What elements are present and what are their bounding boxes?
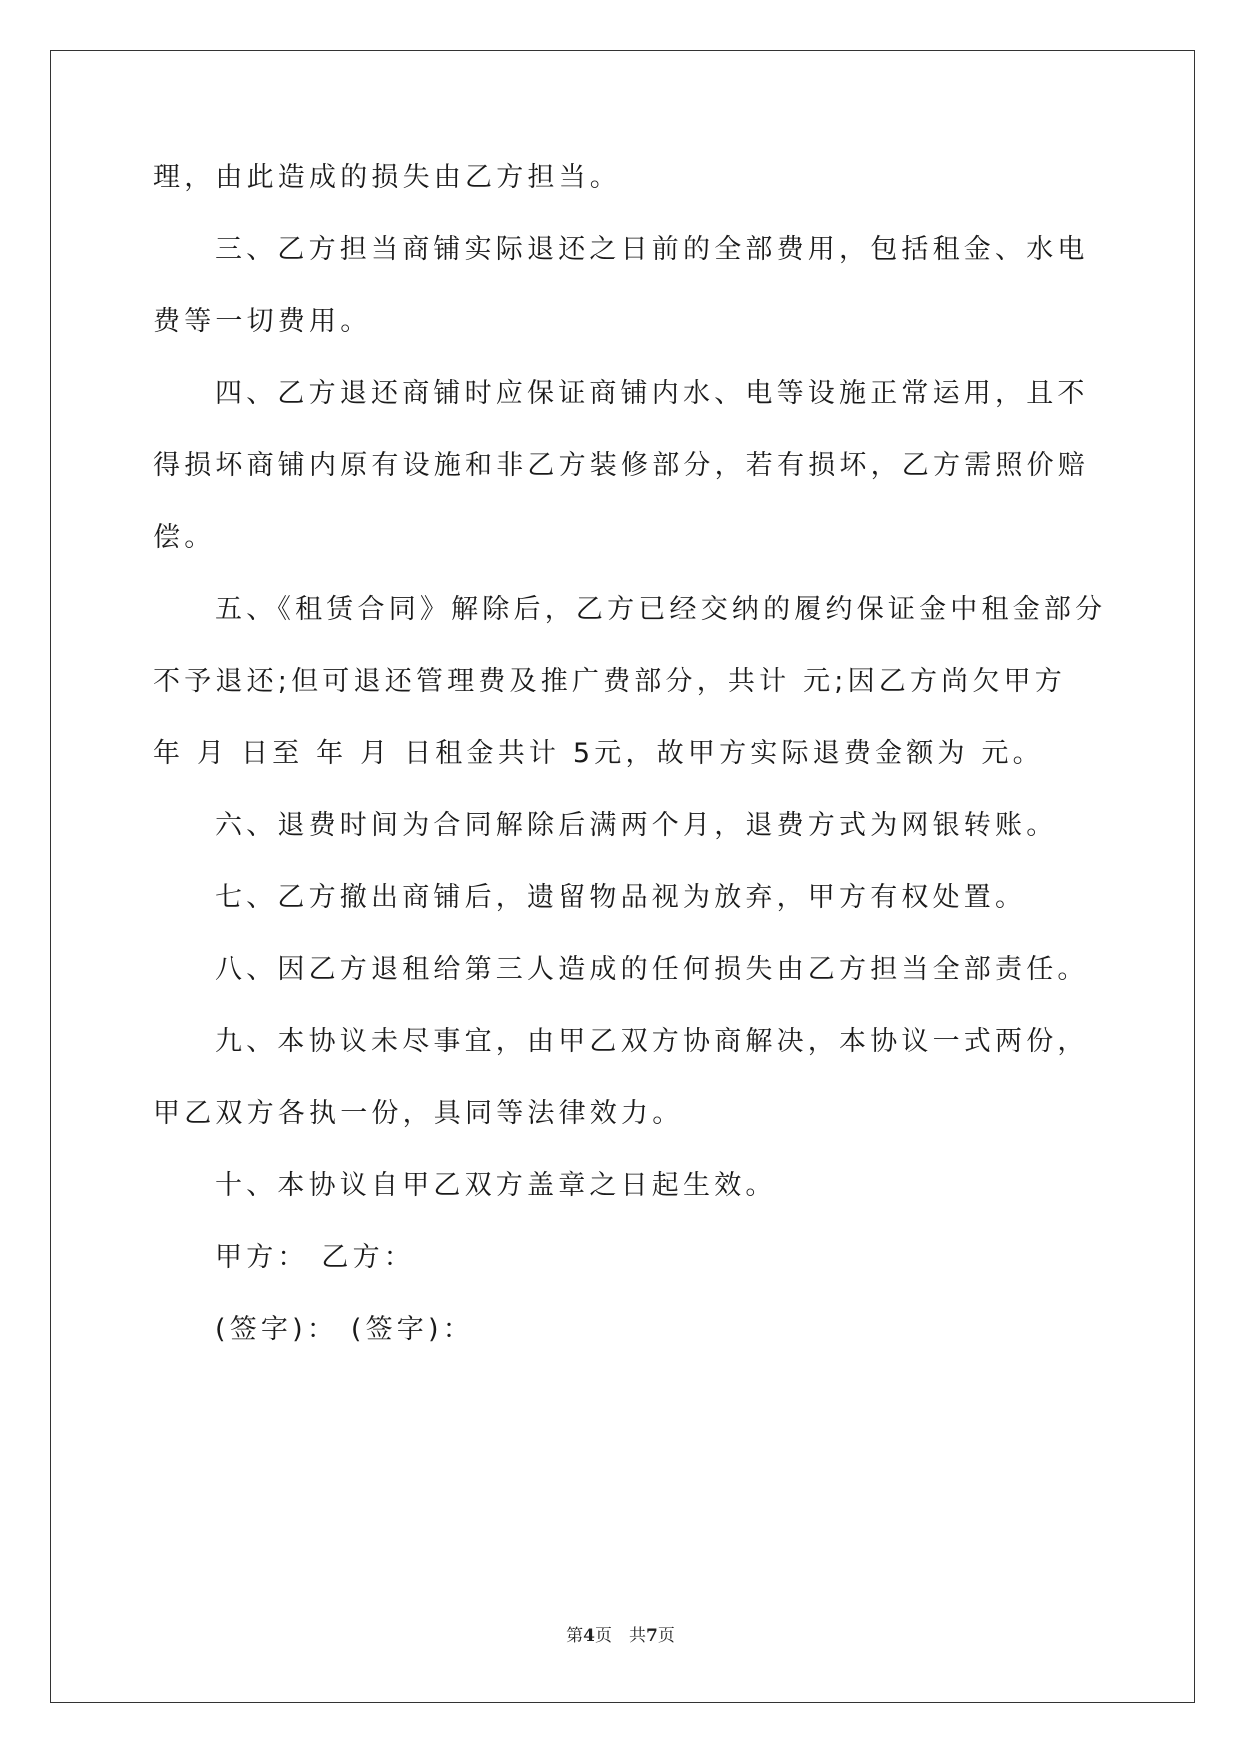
total-page-number: 7	[646, 1626, 658, 1646]
footer-suffix: 页	[657, 1626, 675, 1646]
text-line: 三、乙方担当商铺实际退还之日前的全部费用，包括租金、水电	[215, 234, 1089, 265]
text-line: 费等一切费用。	[153, 306, 372, 337]
current-page-number: 4	[583, 1626, 595, 1646]
page-border	[50, 50, 1195, 1703]
text-line: 偿。	[153, 522, 216, 553]
signature-sign-line: (签字)： (签字)：	[215, 1314, 474, 1345]
footer-middle: 页 共	[595, 1626, 646, 1646]
text-line: 不予退还;但可退还管理费及推广费部分，共计 元;因乙方尚欠甲方	[153, 666, 1066, 697]
text-line: 七、乙方撤出商铺后，遗留物品视为放弃，甲方有权处置。	[215, 882, 1027, 913]
text-line: 十、本协议自甲乙双方盖章之日起生效。	[215, 1170, 777, 1201]
text-line: 六、退费时间为合同解除后满两个月，退费方式为网银转账。	[215, 810, 1058, 841]
text-line: 八、因乙方退租给第三人造成的任何损失由乙方担当全部责任。	[215, 954, 1089, 985]
footer-prefix: 第	[566, 1626, 584, 1646]
signature-party-line: 甲方： 乙方：	[215, 1242, 415, 1273]
text-line: 五、《租赁合同》解除后，乙方已经交纳的履约保证金中租金部分	[215, 594, 1107, 625]
text-line: 甲乙双方各执一份，具同等法律效力。	[153, 1098, 684, 1129]
text-line: 得损坏商铺内原有设施和非乙方装修部分，若有损坏，乙方需照价赔	[153, 450, 1089, 481]
text-line: 四、乙方退还商铺时应保证商铺内水、电等设施正常运用，且不	[215, 378, 1089, 409]
text-line: 九、本协议未尽事宜，由甲乙双方协商解决，本协议一式两份，	[215, 1026, 1089, 1057]
text-line: 年 月 日至 年 月 日租金共计 5元，故甲方实际退费金额为 元。	[153, 738, 1044, 769]
page-number-footer	[0, 1621, 1241, 1646]
text-line: 理，由此造成的损失由乙方担当。	[153, 162, 621, 193]
